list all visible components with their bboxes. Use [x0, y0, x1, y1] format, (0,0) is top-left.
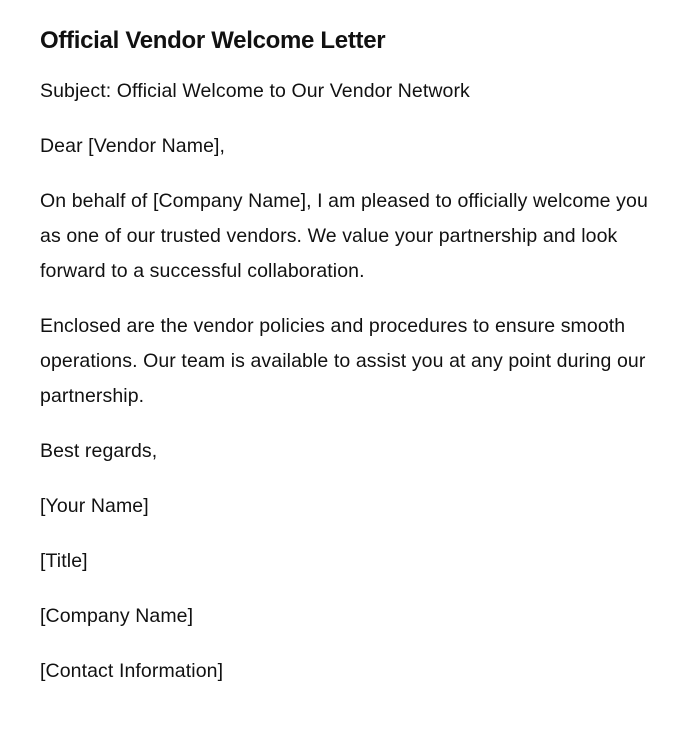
- letter-subject: Subject: Official Welcome to Our Vendor Network: [40, 80, 470, 102]
- letter-title: Official Vendor Welcome Letter: [40, 27, 386, 54]
- letter-paragraph-2: Enclosed are the vendor policies and procedures to ensure smooth operations. Our team is available to assist you at any point during our partnership.: [40, 315, 646, 407]
- letter-greeting: Dear [Vendor Name],: [40, 135, 226, 157]
- signature-company: [Company Name]: [40, 605, 194, 627]
- signature-contact: [Contact Information]: [40, 660, 224, 682]
- signature-name: [Your Name]: [40, 495, 149, 517]
- letter-paragraph-1: On behalf of [Company Name], I am pleased to officially welcome you as one of our trusted vendors. We value your partnership and look forward to a successful collaboration.: [40, 190, 648, 282]
- letter-closing: Best regards,: [40, 440, 158, 462]
- signature-title: [Title]: [40, 550, 88, 572]
